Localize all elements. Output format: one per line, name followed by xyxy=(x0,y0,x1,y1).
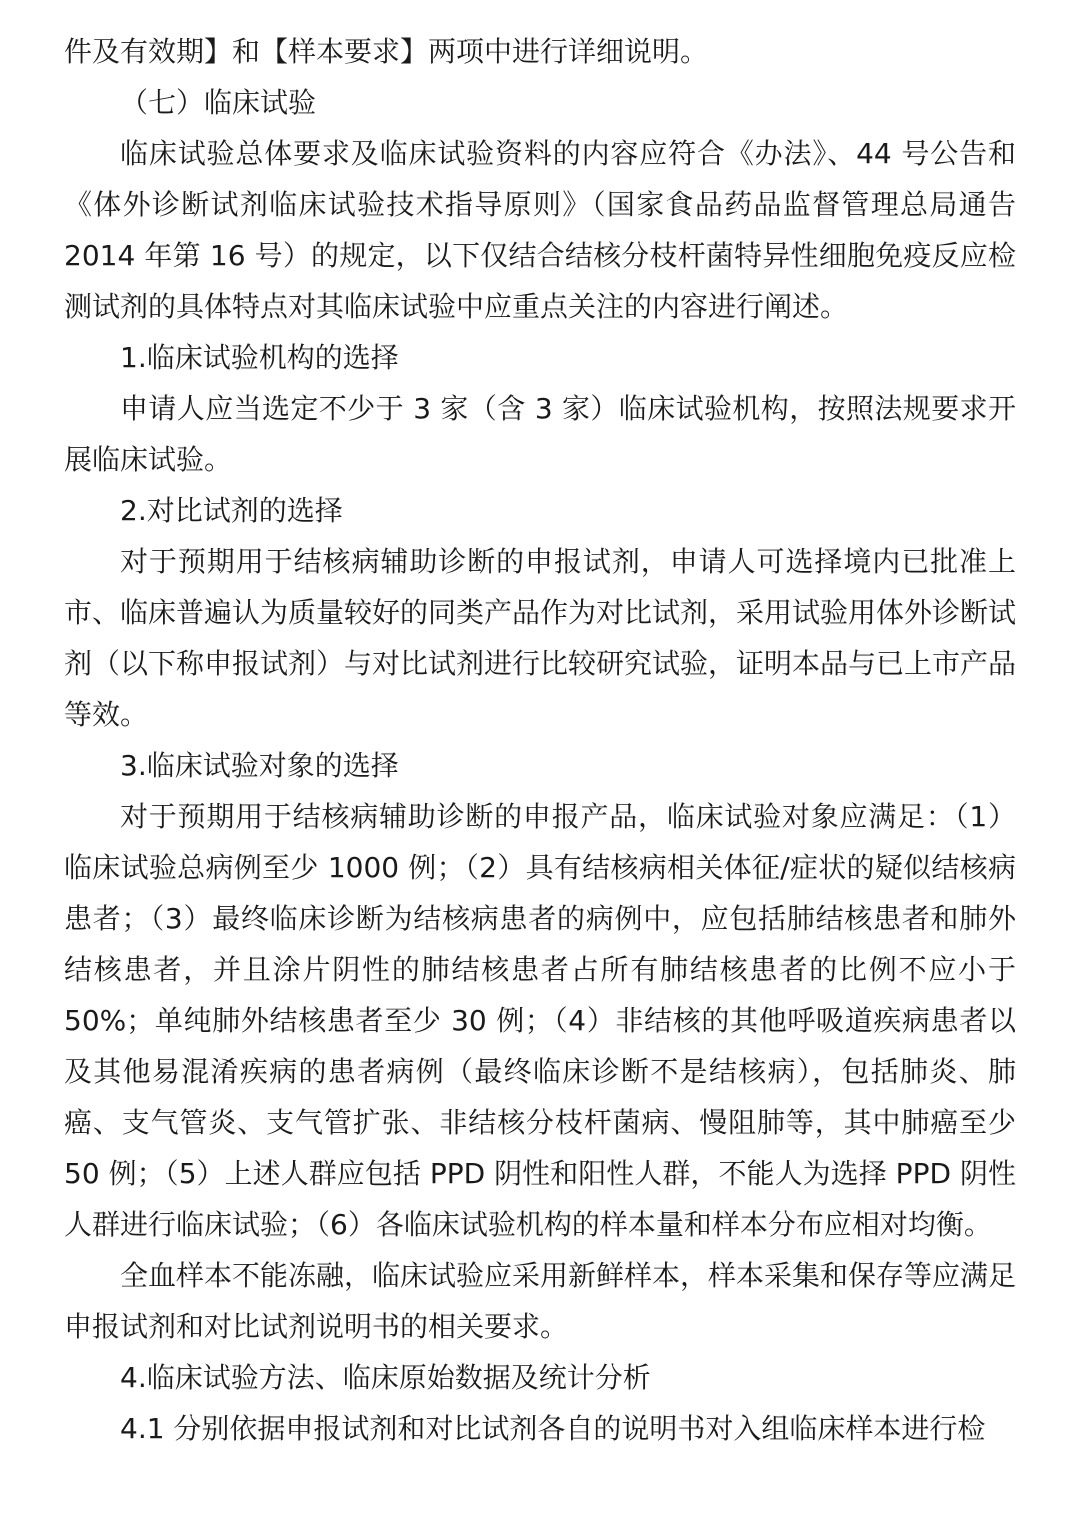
subheading-trial-institution: 1.临床试验机构的选择 xyxy=(120,341,399,374)
paragraph-continuation: 件及有效期】和【样本要求】两项中进行详细说明。 xyxy=(64,35,709,68)
paragraph-trial-institution: 申请人应当选定不少于 3 家（含 3 家）临床试验机构，按照法规要求开展临床试验。 xyxy=(64,392,1016,476)
paragraph-comparator-reagent: 对于预期用于结核病辅助诊断的申报试剂，申请人可选择境内已批准上市、临床普遍认为质量较好的同类产品作为对比试剂，采用试验用体外诊断试剂（以下称申报试剂）与对比试剂进行比较研究试验，证明本品与已上市产品等效。 xyxy=(64,545,1017,731)
paragraph-whole-blood: 全血样本不能冻融，临床试验应采用新鲜样本，样本采集和保存等应满足申报试剂和对比试剂说明书的相关要求。 xyxy=(64,1259,1017,1343)
subheading-trial-methods: 4.临床试验方法、临床原始数据及统计分析 xyxy=(120,1361,651,1394)
subheading-trial-subjects: 3.临床试验对象的选择 xyxy=(120,749,399,782)
section-heading-clinical-trial: （七）临床试验 xyxy=(120,86,317,119)
subheading-comparator-reagent: 2.对比试剂的选择 xyxy=(120,494,343,527)
paragraph-trial-subjects: 对于预期用于结核病辅助诊断的申报产品，临床试验对象应满足：（1）临床试验总病例至少 1000 例；（2）具有结核病相关体征/症状的疑似结核病患者；（3）最终临床诊断为结核病患者的病例中，应包括肺结核患者和肺外结核患者，并且涂片阴性的肺结核患者占所有肺结核患者的比例不应小于 50%；单纯肺外结核患者至少 30 例；（4）非结核的其他呼吸道疾病患者以及其他易混淆疾病的患者病例（最终临床诊断不是结核病），包括肺炎、肺癌、支气管炎、支气管扩张、非结核分枝杆菌病、慢阻肺等，其中肺癌至少 50 例；（5）上述人群应包括 PPD 阴性和阳性人群，不能人为选择 PPD 阴性人群进行临床试验；（6）各临床试验机构的样本量和样本分布应相对均衡。 xyxy=(64,800,1016,1241)
paragraph-trial-methods: 4.1 分别依据申报试剂和对比试剂各自的说明书对入组临床样本进行检 xyxy=(120,1412,986,1445)
paragraph-general-requirements: 临床试验总体要求及临床试验资料的内容应符合《办法》、44 号公告和《体外诊断试剂临床试验技术指导原则》（国家食品药品监督管理总局通告 2014 年第 16 号）的规定，以下仅结合结核分枝杆菌特异性细胞免疫反应检测试剂的具体特点对其临床试验中应重点关注的内容进行阐述。 xyxy=(64,137,1016,323)
